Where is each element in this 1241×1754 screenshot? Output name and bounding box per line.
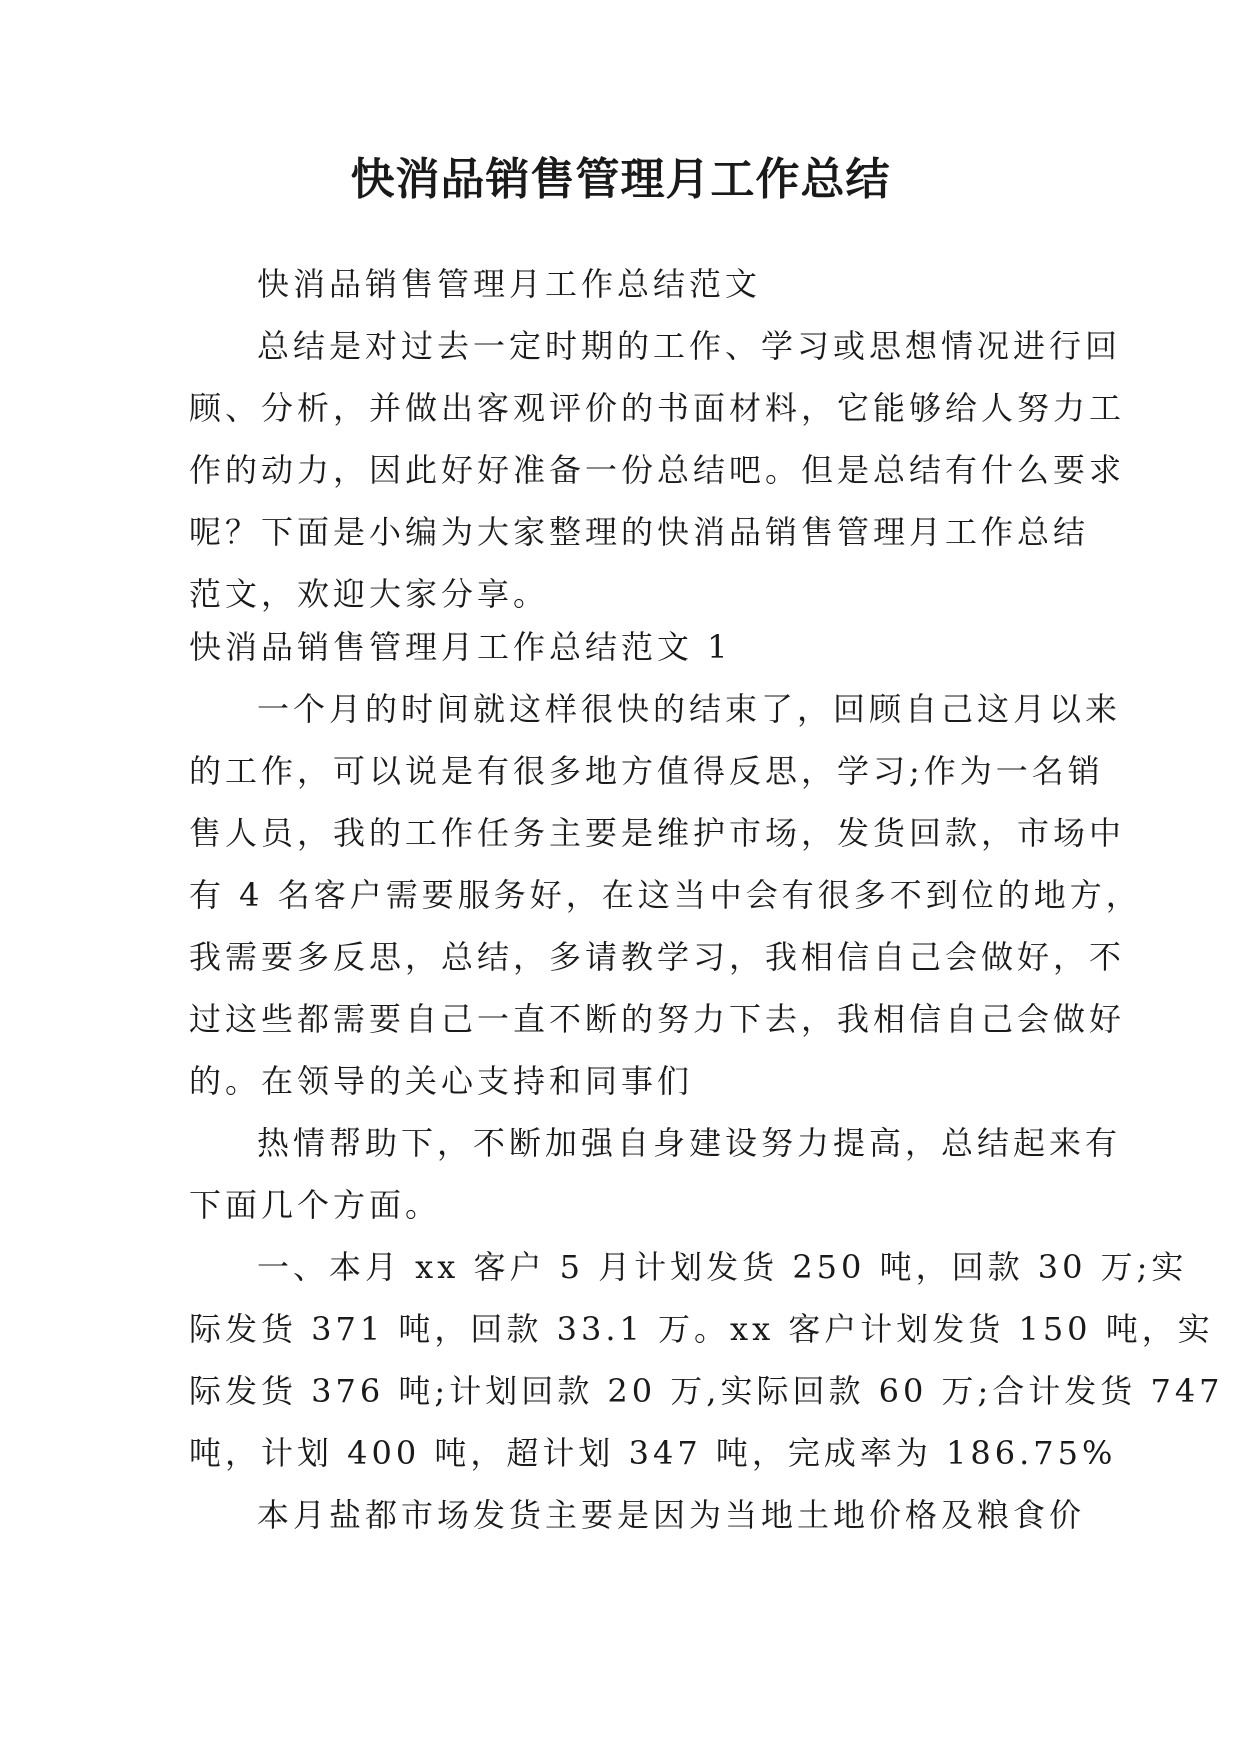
paragraph-line: 际发货 371 吨，回款 33.1 万。xx 客户计划发货 150 吨，实	[189, 1310, 1214, 1348]
intro-line: 作的动力，因此好好准备一份总结吧。但是总结有什么要求	[189, 451, 1126, 489]
paragraph-line: 的工作，可以说是有很多地方值得反思，学习;作为一名销	[189, 752, 1104, 790]
paragraph-line: 本月盐都市场发货主要是因为当地土地价格及粮食价	[257, 1496, 1086, 1534]
paragraph-line: 一个月的时间就这样很快的结束了，回顾自己这月以来	[257, 690, 1122, 728]
intro-subtitle: 快消品销售管理月工作总结范文	[257, 265, 762, 303]
paragraph-line: 一、本月 xx 客户 5 月计划发货 250 吨，回款 30 万;实	[257, 1248, 1188, 1286]
paragraph-line: 有 4 名客户需要服务好，在这当中会有很多不到位的地方，	[189, 876, 1142, 914]
paragraph-line: 过这些都需要自己一直不断的努力下去，我相信自己会做好	[189, 1000, 1126, 1038]
intro-line: 呢？下面是小编为大家整理的快消品销售管理月工作总结	[189, 513, 1090, 551]
intro-line: 范文，欢迎大家分享。	[189, 575, 550, 613]
paragraph-line: 我需要多反思，总结，多请教学习，我相信自己会做好，不	[189, 938, 1126, 976]
intro-line: 顾、分析，并做出客观评价的书面材料，它能够给人努力工	[189, 389, 1126, 427]
section-1	[189, 616, 1224, 1546]
paragraph-line: 售人员，我的工作任务主要是维护市场，发货回款，市场中	[189, 814, 1126, 852]
paragraph-line: 热情帮助下，不断加强自身建设努力提高，总结起来有	[257, 1124, 1122, 1162]
paragraph-line: 的。在领导的关心支持和同事们	[189, 1062, 694, 1100]
intro-line: 总结是对过去一定时期的工作、学习或思想情况进行回	[257, 327, 1122, 365]
section-heading: 快消品销售管理月工作总结范文 1	[189, 628, 732, 666]
document-title: 快消品销售管理月工作总结	[350, 154, 891, 205]
paragraph-line: 际发货 376 吨;计划回款 20 万,实际回款 60 万;合计发货 747	[189, 1372, 1224, 1410]
intro-block	[189, 253, 1126, 625]
paragraph-line: 下面几个方面。	[189, 1186, 442, 1224]
paragraph-line: 吨，计划 400 吨，超计划 347 吨，完成率为 186.75%	[189, 1434, 1117, 1472]
